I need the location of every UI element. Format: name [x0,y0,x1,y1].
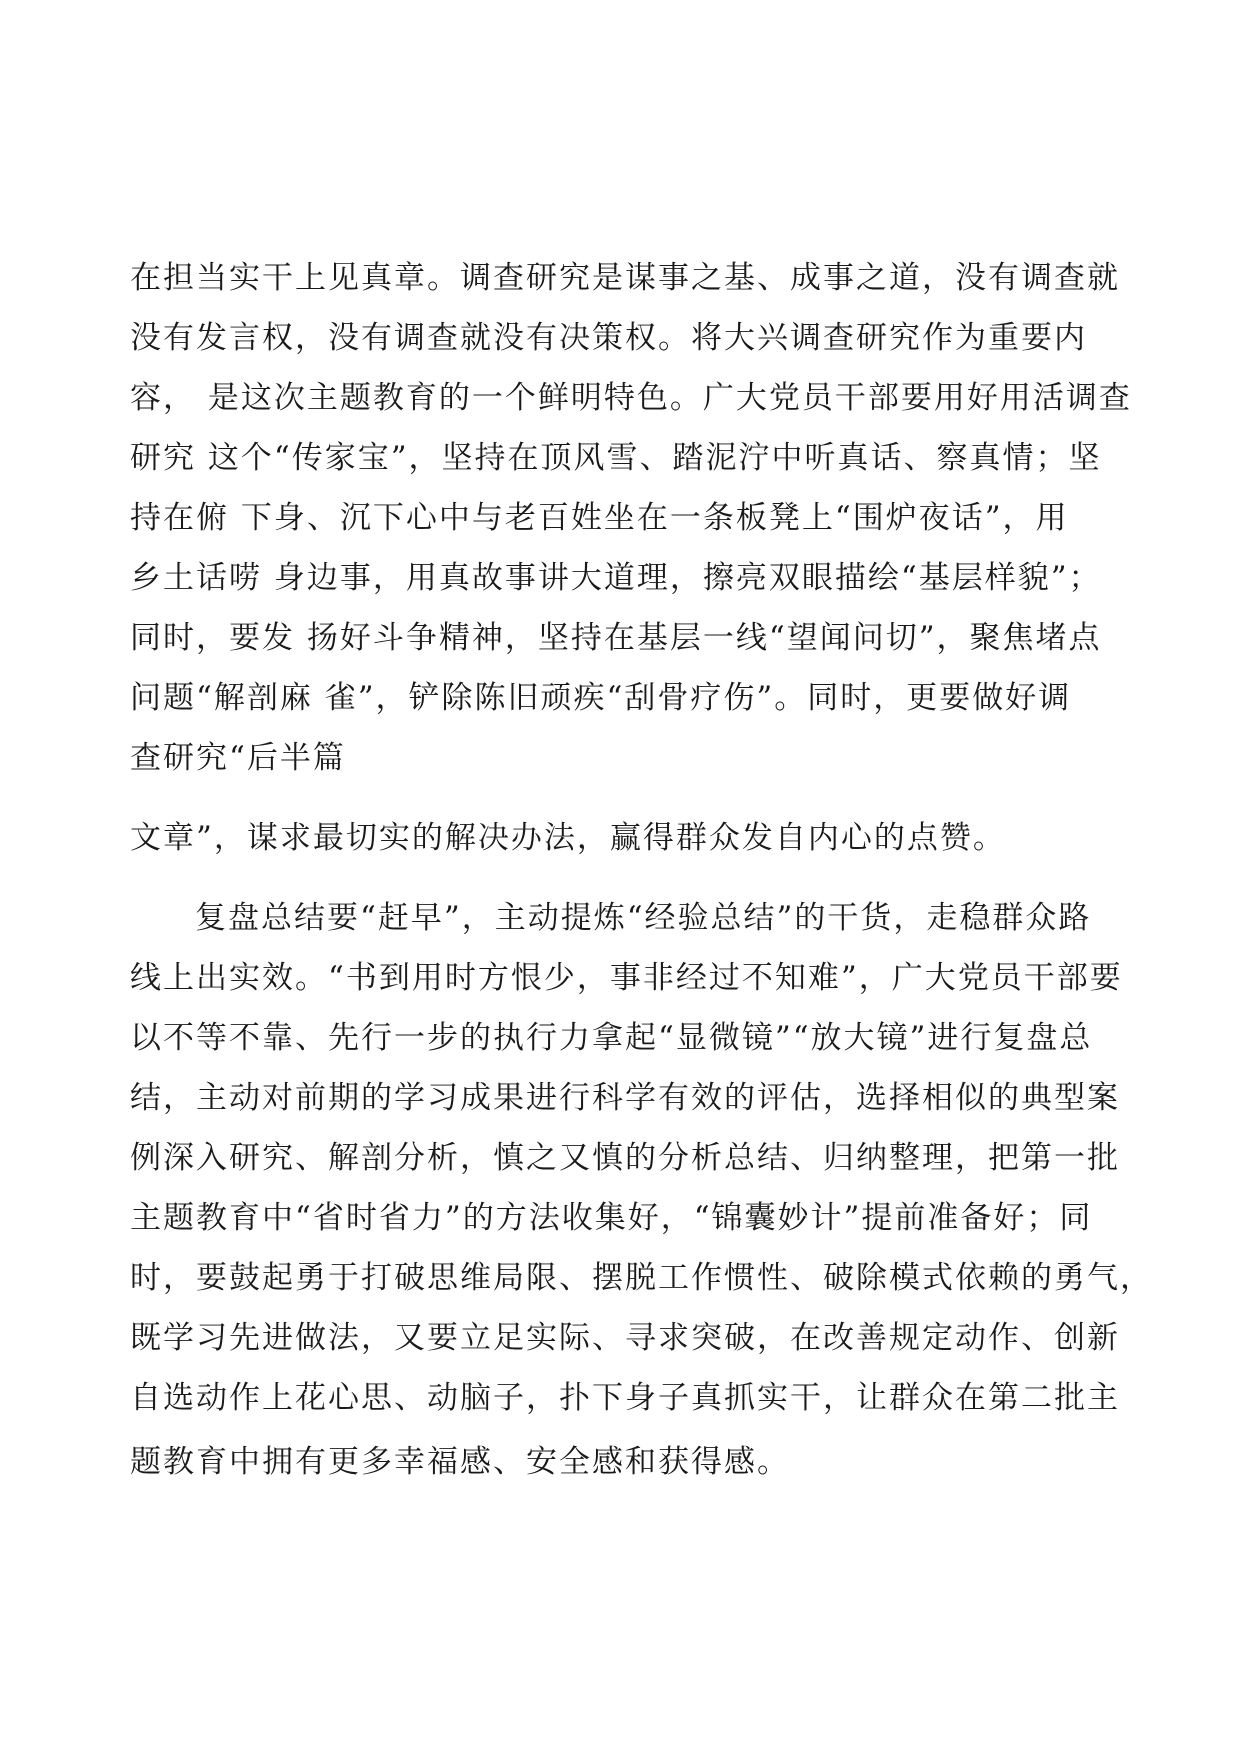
paragraph-2-line-8: 既学习先进做法，又要立足实际、寻求突破，在改善规定动作、创新 [130,1320,1120,1356]
paragraph-1-line-1: 在担当实干上见真章。调查研究是谋事之基、成事之道，没有调查就 [130,260,1120,296]
paragraph-1-line-2: 没有发言权，没有调查就没有决策权。将大兴调查研究作为重要内 [130,320,1087,356]
paragraph-2-line-4: 结，主动对前期的学习成果进行科学有效的评估，选择相似的典型案 [130,1080,1120,1116]
paragraph-1-line-3: 容， 是这次主题教育的一个鲜明特色。广大党员干部要用好用活调查 [130,380,1132,416]
paragraph-2-line-3: 以不等不靠、先行一步的执行力拿起“显微镜”“放大镜”进行复盘总 [130,1020,1093,1056]
paragraph-1-line-7: 同时，要发 扬好斗争精神，坚持在基层一线“望闻问切”，聚焦堵点 [130,620,1102,656]
paragraph-2-line-10: 题教育中拥有更多幸福感、安全感和获得感。 [130,1444,790,1480]
paragraph-1-line-9: 查研究“后半篇 [130,740,346,776]
paragraph-2-line-1: 复盘总结要“赶早”，主动提炼“经验总结”的干货，走稳群众路 [195,900,1092,936]
paragraph-2-line-6: 主题教育中“省时省力”的方法收集好，“锦囊妙计”提前准备好；同 [130,1200,1093,1236]
paragraph-1-line-10: 文章”，谋求最切实的解决办法，赢得群众发自内心的点赞。 [130,820,1006,856]
paragraph-2-line-9: 自选动作上花心思、动脑子，扑下身子真抓实干，让群众在第二批主 [130,1380,1120,1416]
paragraph-1-line-8: 问题“解剖麻 雀”，铲除陈旧顽疾“刮骨疗伤”。同时，更要做好调 [130,680,1072,716]
paragraph-2-line-2: 线上出实效。“书到用时方恨少，事非经过不知难”，广大党员干部要 [130,960,1123,996]
paragraph-1-line-5: 持在俯 下身、沉下心中与老百姓坐在一条板凳上“围炉夜话”，用 [130,500,1069,536]
paragraph-1-line-6: 乡土话唠 身边事，用真故事讲大道理，擦亮双眼描绘“基层样貌”； [130,560,1102,596]
paragraph-1-line-4: 研究 这个“传家宝”，坚持在顶风雪、踏泥泞中听真话、察真情；坚 [130,440,1102,476]
paragraph-2-line-7: 时，要鼓起勇于打破思维局限、摆脱工作惯性、破除模式依赖的勇气， [130,1260,1153,1296]
paragraph-2-line-5: 例深入研究、解剖分析，慎之又慎的分析总结、归纳整理，把第一批 [130,1140,1120,1176]
